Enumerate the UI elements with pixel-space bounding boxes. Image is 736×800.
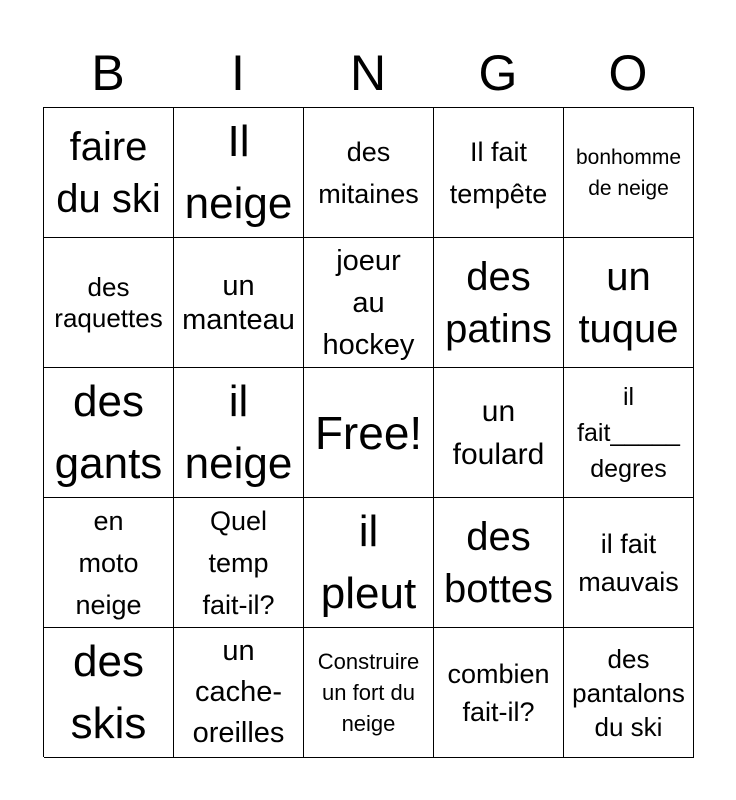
cell-text: faire du ski (56, 124, 161, 221)
bingo-cell[interactable] (434, 368, 564, 498)
cell-text: un tuque (578, 254, 679, 351)
bingo-cell[interactable] (564, 238, 694, 368)
bingo-cell[interactable] (434, 628, 564, 758)
header-letter-n: N (349, 45, 387, 101)
cell-text: un cache- oreilles (192, 635, 285, 749)
bingo-cell[interactable] (174, 628, 304, 758)
bingo-cell[interactable] (44, 108, 174, 238)
header-letter-b: B (91, 45, 125, 101)
cell-text: des gants (54, 376, 163, 488)
header-letter-i: I (231, 45, 245, 101)
bingo-cell[interactable] (174, 108, 304, 238)
bingo-cell[interactable] (44, 498, 174, 628)
bingo-cell[interactable] (564, 628, 694, 758)
bingo-cell[interactable] (174, 238, 304, 368)
cell-text: des bottes (444, 514, 553, 611)
cell-text: Il fait tempête (449, 136, 548, 209)
cell-text: combien fait-il? (447, 658, 550, 727)
bingo-cell[interactable] (304, 108, 434, 238)
cell-text: Free! (314, 406, 423, 459)
cell-text: en moto neige (75, 505, 142, 620)
cell-text: il pleut (320, 506, 417, 618)
bingo-cell[interactable] (564, 498, 694, 628)
cell-text: des pantalons du ski (572, 643, 685, 742)
bingo-board (43, 107, 694, 757)
cell-text: Construire un fort du neige (317, 649, 420, 736)
bingo-cell[interactable] (174, 368, 304, 498)
cell-text: Quel temp fait-il? (202, 505, 275, 620)
header-letter-o: O (608, 45, 648, 101)
bingo-cell[interactable] (304, 498, 434, 628)
cell-text: il fait mauvais (578, 528, 679, 597)
cell-text: un manteau (182, 269, 295, 336)
bingo-cell[interactable] (304, 628, 434, 758)
bingo-cell[interactable] (44, 238, 174, 368)
bingo-cell[interactable] (564, 368, 694, 498)
bingo-cell[interactable] (434, 108, 564, 238)
cell-text: des raquettes (54, 271, 163, 333)
cell-text: des mitaines (318, 136, 419, 209)
cell-text: il fait_____ degres (577, 382, 680, 483)
bingo-header (43, 40, 693, 106)
header-letter-g: G (478, 45, 518, 101)
cell-text: des patins (445, 254, 552, 351)
bingo-cell[interactable] (434, 498, 564, 628)
cell-text: joeur au hockey (322, 244, 415, 361)
bingo-cell[interactable] (564, 108, 694, 238)
free-space[interactable] (304, 368, 434, 498)
cell-text: bonhomme de neige (575, 145, 682, 200)
bingo-cell[interactable] (44, 628, 174, 758)
bingo-cell[interactable] (434, 238, 564, 368)
cell-text: un foulard (452, 394, 545, 471)
bingo-cell[interactable] (174, 498, 304, 628)
cell-text: il neige (184, 376, 293, 488)
bingo-cell[interactable] (304, 238, 434, 368)
cell-text: Il neige (184, 116, 293, 228)
cell-text: des skis (70, 636, 147, 748)
bingo-cell[interactable] (44, 368, 174, 498)
